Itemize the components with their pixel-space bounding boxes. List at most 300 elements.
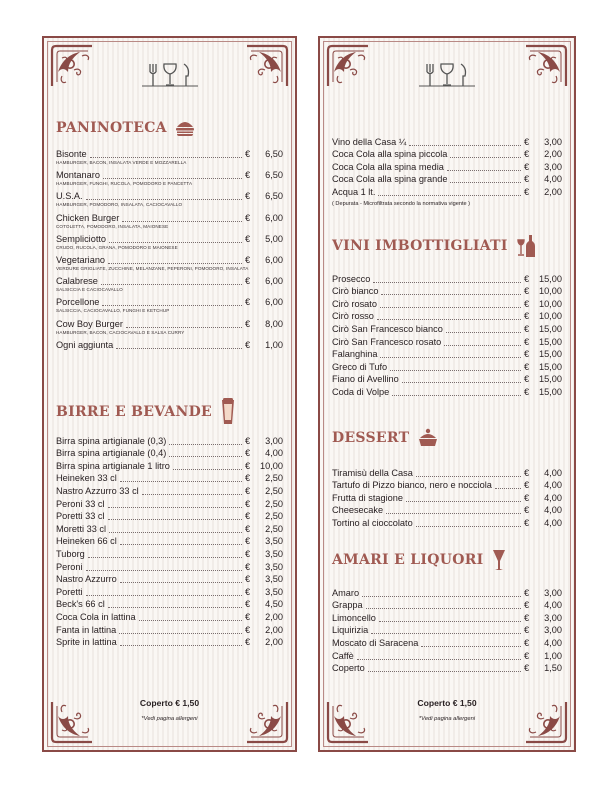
menu-item-row — [332, 135, 562, 148]
item-price: 3,00 — [544, 161, 562, 172]
section-dessert — [332, 426, 562, 529]
item-name: Cheesecake — [332, 505, 384, 516]
menu-item — [332, 272, 562, 285]
item-name: Frutta di stagione — [332, 492, 403, 503]
leader-dots — [169, 444, 242, 445]
currency-symbol: € — [524, 149, 530, 160]
item-price: 2,50 — [265, 485, 283, 496]
menu-item — [56, 254, 283, 272]
leader-dots — [380, 307, 521, 308]
leader-dots — [362, 596, 521, 597]
menu-item — [56, 573, 283, 586]
item-name: Heineken 33 cl — [56, 473, 117, 484]
menu-item-row — [332, 491, 562, 504]
menu-item-row — [56, 148, 283, 160]
menu-item — [56, 497, 283, 510]
menu-item — [332, 335, 562, 348]
item-price: 2,00 — [265, 637, 283, 648]
leader-dots — [108, 263, 242, 264]
menu-item-row — [56, 212, 283, 224]
leader-dots — [378, 195, 521, 196]
allergeni-note: *Vedi pagina allergeni — [141, 716, 198, 722]
menu-item — [332, 360, 562, 373]
menu-item — [332, 185, 562, 198]
item-price: 4,00 — [544, 637, 562, 648]
currency-symbol: € — [245, 536, 251, 547]
item-price: 15,00 — [539, 386, 562, 397]
item-price: 3,00 — [544, 587, 562, 598]
menu-item — [56, 585, 283, 598]
item-name: Liquirizia — [332, 625, 369, 636]
menu-item — [332, 385, 562, 398]
item-name: Bisonte — [56, 149, 87, 159]
menu-item-row — [56, 522, 283, 535]
menu-page-left — [42, 36, 297, 752]
leader-dots — [379, 621, 521, 622]
menu-item-row — [332, 272, 562, 285]
section-title-birre: BIRRE E BEVANDE — [56, 404, 212, 420]
item-price: 1,50 — [544, 663, 562, 674]
currency-symbol: € — [524, 480, 530, 491]
item-name: Ogni aggiunta — [56, 339, 114, 350]
item-price: 4,00 — [544, 467, 562, 478]
menu-item-row — [56, 233, 283, 245]
leader-dots — [368, 671, 521, 672]
item-price: 3,50 — [265, 561, 283, 572]
menu-item — [56, 610, 283, 623]
currency-symbol: € — [245, 339, 251, 350]
item-price: 2,00 — [265, 624, 283, 635]
item-name: Tuborg — [56, 548, 85, 559]
leader-dots — [377, 319, 521, 320]
menu-item-row — [56, 318, 283, 330]
item-name: Limoncello — [332, 612, 376, 623]
menu-item-row — [332, 285, 562, 298]
item-description: SALSICCIA, CACIOCAVALLO, FUNGHI E KETCHUP — [56, 308, 170, 314]
currency-symbol: € — [524, 361, 530, 372]
item-price: 2,50 — [265, 498, 283, 509]
menu-item — [332, 636, 562, 649]
leader-dots — [116, 348, 242, 349]
menu-item-row — [332, 624, 562, 637]
menu-item — [332, 504, 562, 517]
item-name: Chicken Burger — [56, 212, 120, 223]
item-price: 4,00 — [544, 480, 562, 491]
menu-item-row — [332, 297, 562, 310]
item-description: VERDURE GRIGLIATE, ZUCCHINE, MELANZANE, PEPERONI, POMODORO, INSALATA — [56, 265, 249, 271]
currency-symbol: € — [524, 637, 530, 648]
dessert-list — [332, 466, 562, 529]
corner-ornament-icon — [522, 42, 570, 90]
menu-item-row — [56, 459, 283, 472]
currency-symbol: € — [524, 161, 530, 172]
item-name: Birra spina artigianale 1 litro — [56, 460, 170, 471]
leader-dots — [120, 645, 242, 646]
item-price: 4,50 — [265, 599, 283, 610]
item-price: 6,50 — [265, 170, 283, 181]
menu-item — [332, 466, 562, 479]
menu-item — [332, 310, 562, 323]
currency-symbol: € — [245, 233, 251, 244]
item-description: HAMBURGER, FUNGHI, RUCOLA, POMODORO E PANCETTA — [56, 181, 193, 187]
menu-item — [332, 599, 562, 612]
menu-item — [56, 434, 283, 447]
corner-ornament-icon — [48, 42, 96, 90]
menu-item — [56, 484, 283, 497]
leader-dots — [109, 532, 242, 533]
menu-item-row — [56, 585, 283, 598]
menu-item — [332, 611, 562, 624]
item-price: 6,00 — [265, 297, 283, 308]
item-name: Nastro Azzurro 33 cl — [56, 485, 139, 496]
item-name: Cirò bianco — [332, 286, 379, 297]
leader-dots — [90, 157, 242, 158]
menu-item — [56, 339, 283, 351]
birre-list — [56, 434, 283, 648]
menu-item-row — [56, 275, 283, 287]
menu-item — [56, 318, 283, 336]
item-name: Vino della Casa ¼ — [332, 136, 407, 147]
menu-item — [56, 636, 283, 649]
menu-item-row — [56, 169, 283, 181]
cake-icon — [417, 428, 439, 448]
menu-item-row — [332, 148, 562, 161]
menu-item — [56, 233, 283, 251]
leader-dots — [373, 282, 521, 283]
menu-item-row — [332, 360, 562, 373]
menu-item-row — [56, 190, 283, 202]
item-price: 1,00 — [544, 650, 562, 661]
menu-item — [332, 148, 562, 161]
currency-symbol: € — [245, 637, 251, 648]
menu-item — [56, 275, 283, 293]
menu-item — [332, 348, 562, 361]
menu-item — [332, 649, 562, 662]
leader-dots — [444, 345, 521, 346]
menu-item-row — [56, 510, 283, 523]
currency-symbol: € — [245, 561, 251, 572]
corner-ornament-icon — [243, 42, 291, 90]
currency-symbol: € — [245, 624, 251, 635]
leader-dots — [416, 476, 521, 477]
item-price: 15,00 — [539, 361, 562, 372]
coperto-label: Coperto € 1,50 — [139, 698, 200, 708]
amari-list — [332, 586, 562, 674]
menu-item — [332, 173, 562, 186]
leader-dots — [108, 507, 242, 508]
menu-item — [56, 535, 283, 548]
currency-symbol: € — [524, 492, 530, 503]
menu-item — [56, 148, 283, 166]
item-name: Coca Cola alla spina media — [332, 161, 444, 172]
menu-item — [56, 547, 283, 560]
leader-dots — [86, 570, 242, 571]
leader-dots — [392, 395, 521, 396]
menu-item — [332, 662, 562, 675]
menu-item-row — [56, 623, 283, 636]
menu-item-row — [332, 160, 562, 173]
currency-symbol: € — [245, 586, 251, 597]
leader-dots — [88, 557, 242, 558]
item-name: Beck's 66 cl — [56, 599, 105, 610]
leader-dots — [381, 294, 521, 295]
currency-symbol: € — [245, 599, 251, 610]
menu-item — [332, 586, 562, 599]
currency-symbol: € — [245, 523, 251, 534]
item-name: Cirò rosato — [332, 298, 377, 309]
leader-dots — [409, 145, 521, 146]
currency-symbol: € — [524, 273, 530, 284]
menu-item-row — [332, 310, 562, 323]
menu-item-row — [56, 610, 283, 623]
beer-glass-icon — [220, 398, 236, 426]
item-price: 6,00 — [265, 254, 283, 265]
menu-item-row — [332, 649, 562, 662]
currency-symbol: € — [524, 587, 530, 598]
leader-dots — [421, 646, 521, 647]
item-price: 10,00 — [539, 286, 562, 297]
menu-item-row — [332, 586, 562, 599]
leader-dots — [86, 595, 242, 596]
item-price: 15,00 — [539, 349, 562, 360]
wine-bottle-icon — [516, 234, 536, 258]
currency-symbol: € — [245, 448, 251, 459]
leader-dots — [120, 544, 242, 545]
item-name: Tortino al cioccolato — [332, 517, 413, 528]
item-price: 2,00 — [544, 186, 562, 197]
menu-item-row — [56, 535, 283, 548]
menu-item — [56, 522, 283, 535]
section-bevande — [332, 135, 562, 209]
menu-item — [332, 135, 562, 148]
item-description: HAMBURGER, BACON, CACIOCAVALLO E SALSA CURRY — [56, 329, 185, 335]
leader-dots — [446, 332, 521, 333]
section-birre — [56, 400, 283, 648]
item-price: 3,00 — [265, 435, 283, 446]
item-name: Coda di Volpe — [332, 386, 390, 397]
menu-item-row — [332, 335, 562, 348]
leader-dots — [366, 608, 521, 609]
currency-symbol: € — [245, 318, 251, 329]
currency-symbol: € — [524, 349, 530, 360]
currency-symbol: € — [524, 467, 530, 478]
currency-symbol: € — [524, 311, 530, 322]
leader-dots — [109, 242, 242, 243]
currency-symbol: € — [524, 186, 530, 197]
currency-symbol: € — [524, 612, 530, 623]
item-price: 3,50 — [265, 574, 283, 585]
currency-symbol: € — [524, 298, 530, 309]
section-title-vini: VINI IMBOTTIGLIATI — [332, 238, 508, 254]
currency-symbol: € — [524, 517, 530, 528]
leader-dots — [103, 178, 242, 179]
cutlery-icon — [140, 60, 200, 88]
menu-item — [56, 447, 283, 460]
leader-dots — [120, 481, 242, 482]
leader-dots — [495, 488, 521, 489]
currency-symbol: € — [245, 548, 251, 559]
menu-item-row — [332, 636, 562, 649]
menu-item-row — [56, 573, 283, 586]
leader-dots — [450, 157, 521, 158]
item-name: Porcellone — [56, 297, 100, 308]
menu-item — [56, 212, 283, 230]
currency-symbol: € — [245, 460, 251, 471]
currency-symbol: € — [245, 498, 251, 509]
leader-dots — [450, 182, 521, 183]
menu-item-row — [332, 385, 562, 398]
item-price: 3,50 — [265, 548, 283, 559]
menu-item — [332, 322, 562, 335]
item-name: Sprite in lattina — [56, 637, 117, 648]
item-name: Falanghina — [332, 349, 378, 360]
leader-dots — [416, 526, 521, 527]
section-vini — [332, 234, 562, 398]
item-price: 6,00 — [265, 276, 283, 287]
currency-symbol: € — [245, 511, 251, 522]
menu-item-row — [332, 662, 562, 675]
menu-item-row — [56, 560, 283, 573]
item-description: HAMBURGER, BACON, INSALATA VERDE E MOZZARELLA — [56, 160, 187, 165]
menu-item — [56, 560, 283, 573]
item-name: Greco di Tufo — [332, 361, 388, 372]
leader-dots — [108, 607, 242, 608]
item-name: Acqua 1 lt. — [332, 186, 376, 197]
item-name: Vegetariano — [56, 254, 106, 265]
section-title-dessert: DESSERT — [332, 430, 410, 446]
leader-dots — [406, 501, 521, 502]
menu-item — [56, 598, 283, 611]
item-price: 6,50 — [265, 149, 283, 159]
menu-item — [332, 373, 562, 386]
menu-item — [332, 479, 562, 492]
section-title-paninoteca: PANINOTECA — [56, 120, 167, 136]
item-name: Fiano di Avellino — [332, 374, 399, 385]
currency-symbol: € — [245, 191, 251, 202]
item-name: Poretti 33 cl — [56, 511, 105, 522]
menu-item-row — [56, 484, 283, 497]
item-description: CRUDO, RUCOLA, GRANA, POMODORO E MAIONESE — [56, 244, 178, 250]
vini-list — [332, 272, 562, 398]
item-name: Peroni — [56, 561, 83, 572]
item-name: Amaro — [332, 587, 360, 598]
item-name: Cirò San Francesco bianco — [332, 323, 443, 334]
item-name: Cirò rosso — [332, 311, 374, 322]
menu-item-row — [332, 599, 562, 612]
item-price: 3,50 — [265, 586, 283, 597]
menu-item — [332, 297, 562, 310]
menu-item-row — [56, 636, 283, 649]
menu-item — [332, 285, 562, 298]
item-price: 15,00 — [539, 323, 562, 334]
currency-symbol: € — [524, 136, 530, 147]
menu-item — [56, 169, 283, 187]
item-name: Cirò San Francesco rosato — [332, 336, 442, 347]
leader-dots — [122, 221, 242, 222]
leader-dots — [447, 170, 521, 171]
menu-item-row — [56, 547, 283, 560]
acqua-note: ( Depurata - Microfiltrata secondo la normativa vigente ) — [332, 200, 471, 207]
menu-item — [56, 296, 283, 314]
currency-symbol: € — [245, 149, 251, 159]
paninoteca-list — [56, 148, 283, 351]
item-price: 6,00 — [265, 212, 283, 223]
item-name: Cow Boy Burger — [56, 318, 123, 329]
item-price: 2,00 — [265, 611, 283, 622]
menu-item — [56, 472, 283, 485]
leader-dots — [142, 494, 242, 495]
item-price: 3,00 — [544, 612, 562, 623]
item-price: 4,00 — [544, 600, 562, 611]
allergeni-note: *Vedi pagina allergeni — [418, 716, 476, 722]
cutlery-icon — [417, 60, 477, 88]
currency-symbol: € — [524, 600, 530, 611]
currency-symbol: € — [524, 663, 530, 674]
menu-item-row — [332, 173, 562, 186]
menu-item — [332, 516, 562, 529]
currency-symbol: € — [524, 174, 530, 185]
currency-symbol: € — [245, 574, 251, 585]
leader-dots — [357, 659, 521, 660]
currency-symbol: € — [524, 505, 530, 516]
currency-symbol: € — [245, 485, 251, 496]
item-description: COTOLETTA, POMODORO, INSALATA, MAIONESE — [56, 223, 169, 229]
menu-item-row — [332, 504, 562, 517]
item-name: Prosecco — [332, 273, 371, 284]
item-price: 5,00 — [265, 233, 283, 244]
item-price: 4,00 — [544, 505, 562, 516]
item-name: Coperto — [332, 663, 365, 674]
section-amari — [332, 548, 562, 674]
item-price: 3,50 — [265, 536, 283, 547]
menu-item-row — [332, 516, 562, 529]
item-price: 6,50 — [265, 191, 283, 202]
item-price: 4,00 — [544, 517, 562, 528]
menu-item-row — [332, 479, 562, 492]
item-price: 8,00 — [265, 318, 283, 329]
leader-dots — [386, 513, 521, 514]
item-price: 2,50 — [265, 511, 283, 522]
item-name: Caffè — [332, 650, 354, 661]
item-name: Coca Cola alla spina piccola — [332, 149, 448, 160]
leader-dots — [101, 284, 242, 285]
currency-symbol: € — [524, 323, 530, 334]
menu-item-row — [332, 373, 562, 386]
menu-item-row — [56, 472, 283, 485]
item-name: U.S.A. — [56, 191, 83, 202]
menu-item — [56, 459, 283, 472]
item-name: Birra spina artigianale (0,4) — [56, 448, 167, 459]
item-price: 15,00 — [539, 374, 562, 385]
currency-symbol: € — [245, 611, 251, 622]
item-price: 3,00 — [544, 625, 562, 636]
menu-item — [56, 623, 283, 636]
bevande-list — [332, 135, 562, 198]
item-name: Poretti — [56, 586, 83, 597]
currency-symbol: € — [245, 276, 251, 287]
item-price: 10,00 — [260, 460, 283, 471]
item-price: 2,50 — [265, 523, 283, 534]
leader-dots — [86, 199, 242, 200]
item-price: 15,00 — [539, 336, 562, 347]
leader-dots — [108, 519, 242, 520]
menu-item-row — [332, 322, 562, 335]
leader-dots — [371, 633, 521, 634]
item-price: 2,50 — [265, 473, 283, 484]
item-name: Nastro Azzurro — [56, 574, 117, 585]
item-price: 4,00 — [265, 448, 283, 459]
item-name: Calabrese — [56, 276, 98, 287]
